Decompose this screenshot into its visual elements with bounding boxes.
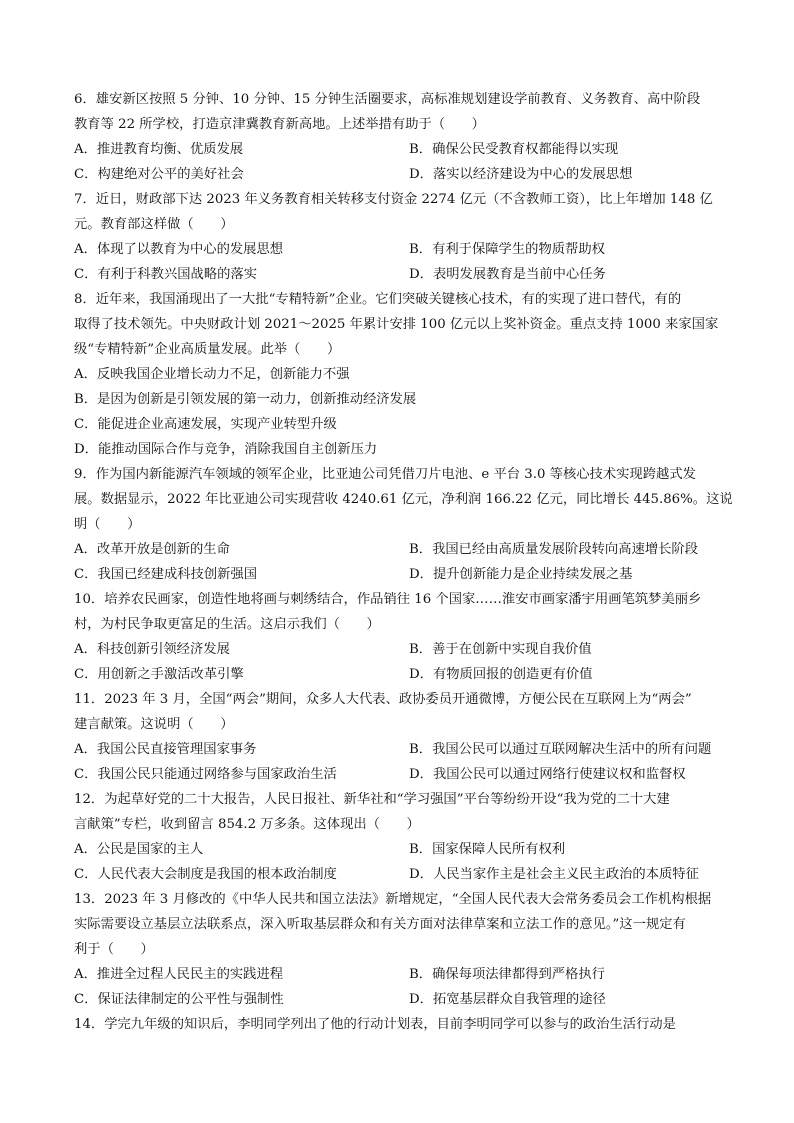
question-stem-line: 教育等 22 所学校，打造京津冀教育新高地。上述举措有助于（ ） xyxy=(74,117,485,132)
answer-option-c[interactable]: C．有利于科教兴国战略的落实 xyxy=(74,267,258,282)
question-stem-line: 14．学完九年级的知识后，李明同学列出了他的行动计划表，目前李明同学可以参与的政治生活行动是 xyxy=(74,1017,676,1032)
answer-option-b[interactable]: B．国家保障人民所有权利 xyxy=(409,842,566,857)
answer-option-c[interactable]: C．用创新之手激活改革引擎 xyxy=(74,667,244,682)
question-stem-line: 8．近年来，我国涌现出了一大批“专精特新”企业。它们突破关键核心技术，有的实现了进口替代，有的 xyxy=(74,292,682,307)
exam-page xyxy=(74,87,734,1037)
answer-option-a[interactable]: A．科技创新引领经济发展 xyxy=(74,642,230,657)
question-stem-line: 13．2023 年 3 月修改的《中华人民共和国立法法》新增规定，“全国人民代表大会常务委员会工作机构根据 xyxy=(74,892,712,907)
question-11 xyxy=(74,687,734,787)
question-8 xyxy=(74,287,734,462)
question-stem-line: 7．近日，财政部下达 2023 年义务教育相关转移支付资金 2274 亿元（不含教师工资），比上年增加 148 亿 xyxy=(74,192,713,207)
question-stem-line: 建言献策。这说明（ ） xyxy=(74,717,234,732)
question-stem-line: 村，为村民争取更富足的生活。这启示我们（ ） xyxy=(74,617,380,632)
answer-option-c[interactable]: C．保证法律制定的公平性与强制性 xyxy=(74,992,284,1007)
answer-option-b[interactable]: B．我国公民可以通过互联网解决生活中的所有问题 xyxy=(409,742,712,757)
answer-option-a[interactable]: A．我国公民直接管理国家事务 xyxy=(74,742,257,757)
answer-options xyxy=(74,362,734,462)
answer-option-d[interactable]: D．人民当家作主是社会主义民主政治的本质特征 xyxy=(409,867,699,882)
answer-option-d[interactable]: D．能推动国际合作与竞争，消除我国自主创新压力 xyxy=(74,442,378,457)
answer-option-b[interactable]: B．我国已经由高质量发展阶段转向高速增长阶段 xyxy=(409,542,699,557)
question-7 xyxy=(74,187,734,287)
answer-option-a[interactable]: A．推进教育均衡、优质发展 xyxy=(74,142,244,157)
answer-option-d[interactable]: D．有物质回报的创造更有价值 xyxy=(409,667,593,682)
question-13 xyxy=(74,887,734,1012)
answer-option-d[interactable]: D．表明发展教育是当前中心任务 xyxy=(409,267,606,282)
answer-option-c[interactable]: C．我国公民只能通过网络参与国家政治生活 xyxy=(74,767,337,782)
answer-options xyxy=(74,137,734,187)
question-12 xyxy=(74,787,734,887)
answer-option-a[interactable]: A．体现了以教育为中心的发展思想 xyxy=(74,242,284,257)
answer-options xyxy=(74,837,734,887)
answer-option-b[interactable]: B．善于在创新中实现自我价值 xyxy=(409,642,592,657)
question-stem-line: 级“专精特新”企业高质量发展。此举（ ） xyxy=(74,342,341,357)
answer-option-a[interactable]: A．反映我国企业增长动力不足，创新能力不强 xyxy=(74,367,350,382)
question-stem-line: 明（ ） xyxy=(74,517,141,532)
question-stem-line: 6．雄安新区按照 5 分钟、10 分钟、15 分钟生活圈要求，高标准规划建设学前教育、义务教育、高中阶段 xyxy=(74,92,701,107)
answer-options xyxy=(74,737,734,787)
question-stem-line: 12．为起草好党的二十大报告，人民日报社、新华社和“学习强国”平台等纷纷开设“我为党的二十大建 xyxy=(74,792,670,807)
answer-options xyxy=(74,237,734,287)
answer-option-d[interactable]: D．落实以经济建设为中心的发展思想 xyxy=(409,167,633,182)
question-stem-line: 利于（ ） xyxy=(74,942,154,957)
answer-option-c[interactable]: C．构建绝对公平的美好社会 xyxy=(74,167,244,182)
answer-option-b[interactable]: B．是因为创新是引领发展的第一动力，创新推动经济发展 xyxy=(74,392,417,407)
question-stem-line: 言献策”专栏，收到留言 854.2 万多条。这体现出（ ） xyxy=(74,817,420,832)
question-stem-line: 元。教育部这样做（ ） xyxy=(74,217,234,232)
question-6 xyxy=(74,87,734,187)
question-stem-line: 9．作为国内新能源汽车领域的领军企业，比亚迪公司凭借刀片电池、e 平台 3.0 等核心技术实现跨越式发 xyxy=(74,467,696,482)
answer-option-c[interactable]: C．人民代表大会制度是我国的根本政治制度 xyxy=(74,867,337,882)
answer-option-c[interactable]: C．能促进企业高速发展，实现产业转型升级 xyxy=(74,417,337,432)
question-stem-line: 实际需要设立基层立法联系点，深入听取基层群众和有关方面对法律草案和立法工作的意见。”这一规定有 xyxy=(74,917,686,932)
answer-option-a[interactable]: A．推进全过程人民民主的实践进程 xyxy=(74,967,284,982)
answer-option-d[interactable]: D．拓宽基层群众自我管理的途径 xyxy=(409,992,606,1007)
question-14 xyxy=(74,1012,734,1037)
question-10 xyxy=(74,587,734,687)
answer-options xyxy=(74,537,734,587)
answer-option-b[interactable]: B．确保公民受教育权都能得以实现 xyxy=(409,142,619,157)
question-stem-line: 10．培养农民画家，创造性地将画与刺绣结合，作品销往 16 个国家……淮安市画家潘宇用画笔筑梦美丽乡 xyxy=(74,592,702,607)
answer-option-a[interactable]: A．公民是国家的主人 xyxy=(74,842,204,857)
answer-option-d[interactable]: D．我国公民可以通过网络行使建议权和监督权 xyxy=(409,767,686,782)
answer-option-d[interactable]: D．提升创新能力是企业持续发展之基 xyxy=(409,567,633,582)
answer-option-c[interactable]: C．我国已经建成科技创新强国 xyxy=(74,567,258,582)
question-stem-line: 取得了技术领先。中央财政计划 2021～2025 年累计安排 100 亿元以上奖补资金。重点支持 1000 来家国家 xyxy=(74,317,719,332)
answer-option-b[interactable]: B．确保每项法律都得到严格执行 xyxy=(409,967,605,982)
answer-options xyxy=(74,962,734,1012)
question-stem-line: 展。数据显示，2022 年比亚迪公司实现营收 4240.61 亿元，净利润 166.22 亿元，同比增长 445.86%。这说 xyxy=(74,492,733,507)
question-9 xyxy=(74,462,734,587)
answer-option-b[interactable]: B．有利于保障学生的物质帮助权 xyxy=(409,242,605,257)
answer-option-a[interactable]: A．改革开放是创新的生命 xyxy=(74,542,230,557)
answer-options xyxy=(74,637,734,687)
question-stem-line: 11．2023 年 3 月，全国“两会”期间，众多人大代表、政协委员开通微博，方便公民在互联网上为“两会” xyxy=(74,692,692,707)
